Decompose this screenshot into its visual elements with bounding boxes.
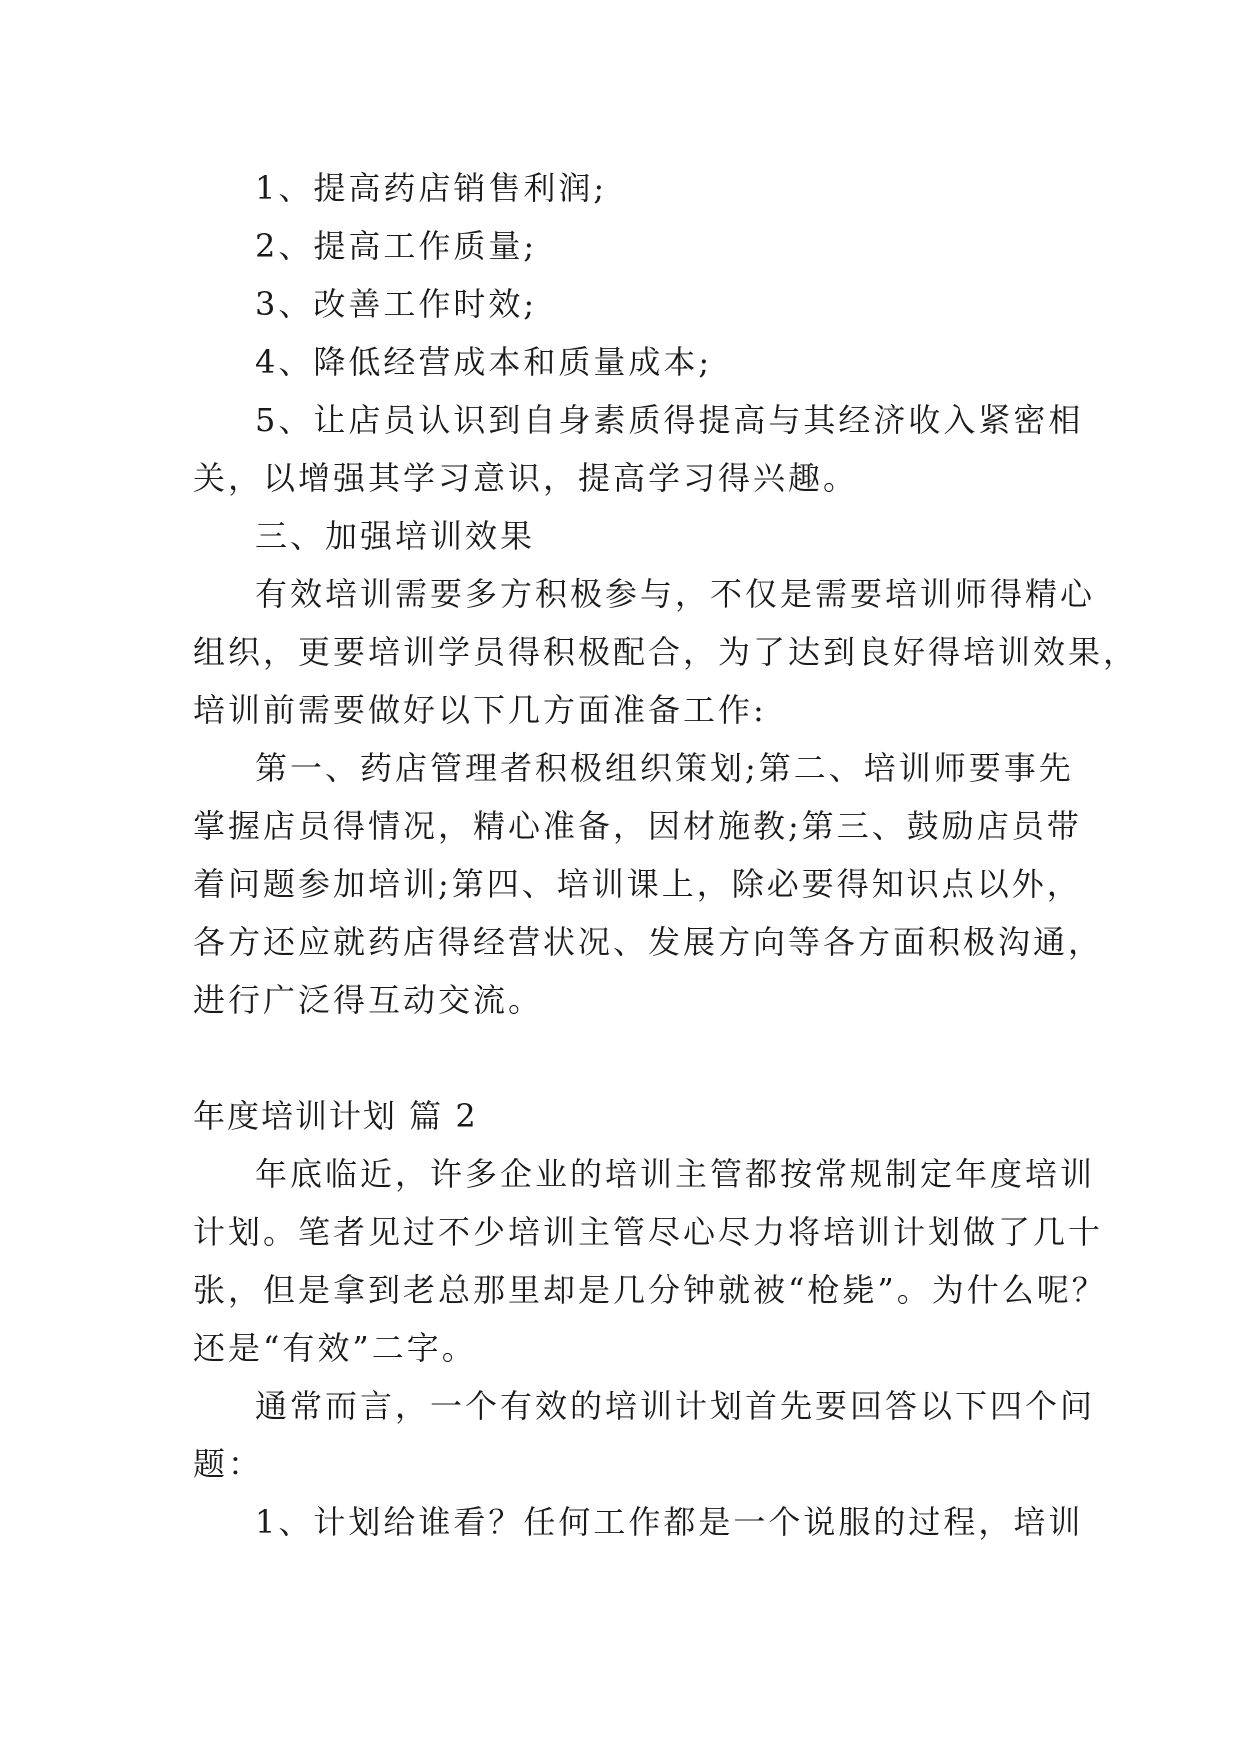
paragraph-line: 还是“有效”二字。 (193, 1329, 477, 1367)
paragraph-line: 关，以增强其学习意识，提高学习得兴趣。 (193, 459, 859, 497)
paragraph-line: 年底临近，许多企业的培训主管都按常规制定年度培训 (255, 1155, 1096, 1193)
list-item: 2、提高工作质量; (255, 227, 538, 265)
section-heading: 三、加强培训效果 (255, 517, 536, 555)
list-item: 1、计划给谁看？任何工作都是一个说服的过程，培训 (255, 1503, 1084, 1541)
document-subtitle: 年度培训计划 篇 2 (193, 1097, 478, 1135)
paragraph-line: 第一、药店管理者积极组织策划;第二、培训师要事先 (255, 749, 1074, 787)
paragraph-line: 进行广泛得互动交流。 (193, 981, 544, 1019)
paragraph-line: 通常而言，一个有效的培训计划首先要回答以下四个问 (255, 1387, 1096, 1425)
paragraph-line: 有效培训需要多方积极参与，不仅是需要培训师得精心 (255, 575, 1096, 613)
paragraph-line: 培训前需要做好以下几方面准备工作: (193, 691, 767, 729)
paragraph-line: 计划。笔者见过不少培训主管尽心尽力将培训计划做了几十 (193, 1213, 1104, 1251)
list-item: 3、改善工作时效; (255, 285, 538, 323)
paragraph-line: 各方还应就药店得经营状况、发展方向等各方面积极沟通， (193, 923, 1104, 961)
paragraph-line: 掌握店员得情况，精心准备，因材施教;第三、鼓励店员带 (193, 807, 1082, 845)
paragraph-line: 着问题参加培训;第四、培训课上，除必要得知识点以外， (193, 865, 1082, 903)
list-item: 1、提高药店销售利润; (255, 169, 608, 207)
paragraph-line: 组织，更要培训学员得积极配合，为了达到良好得培训效果， (193, 633, 1139, 671)
paragraph-line: 张，但是拿到老总那里却是几分钟就被“枪毙”。为什么呢？ (193, 1271, 1107, 1309)
paragraph-line: 题： (193, 1445, 264, 1483)
list-item: 4、降低经营成本和质量成本; (255, 343, 713, 381)
list-item: 5、让店员认识到自身素质得提高与其经济收入紧密相 (255, 401, 1084, 439)
